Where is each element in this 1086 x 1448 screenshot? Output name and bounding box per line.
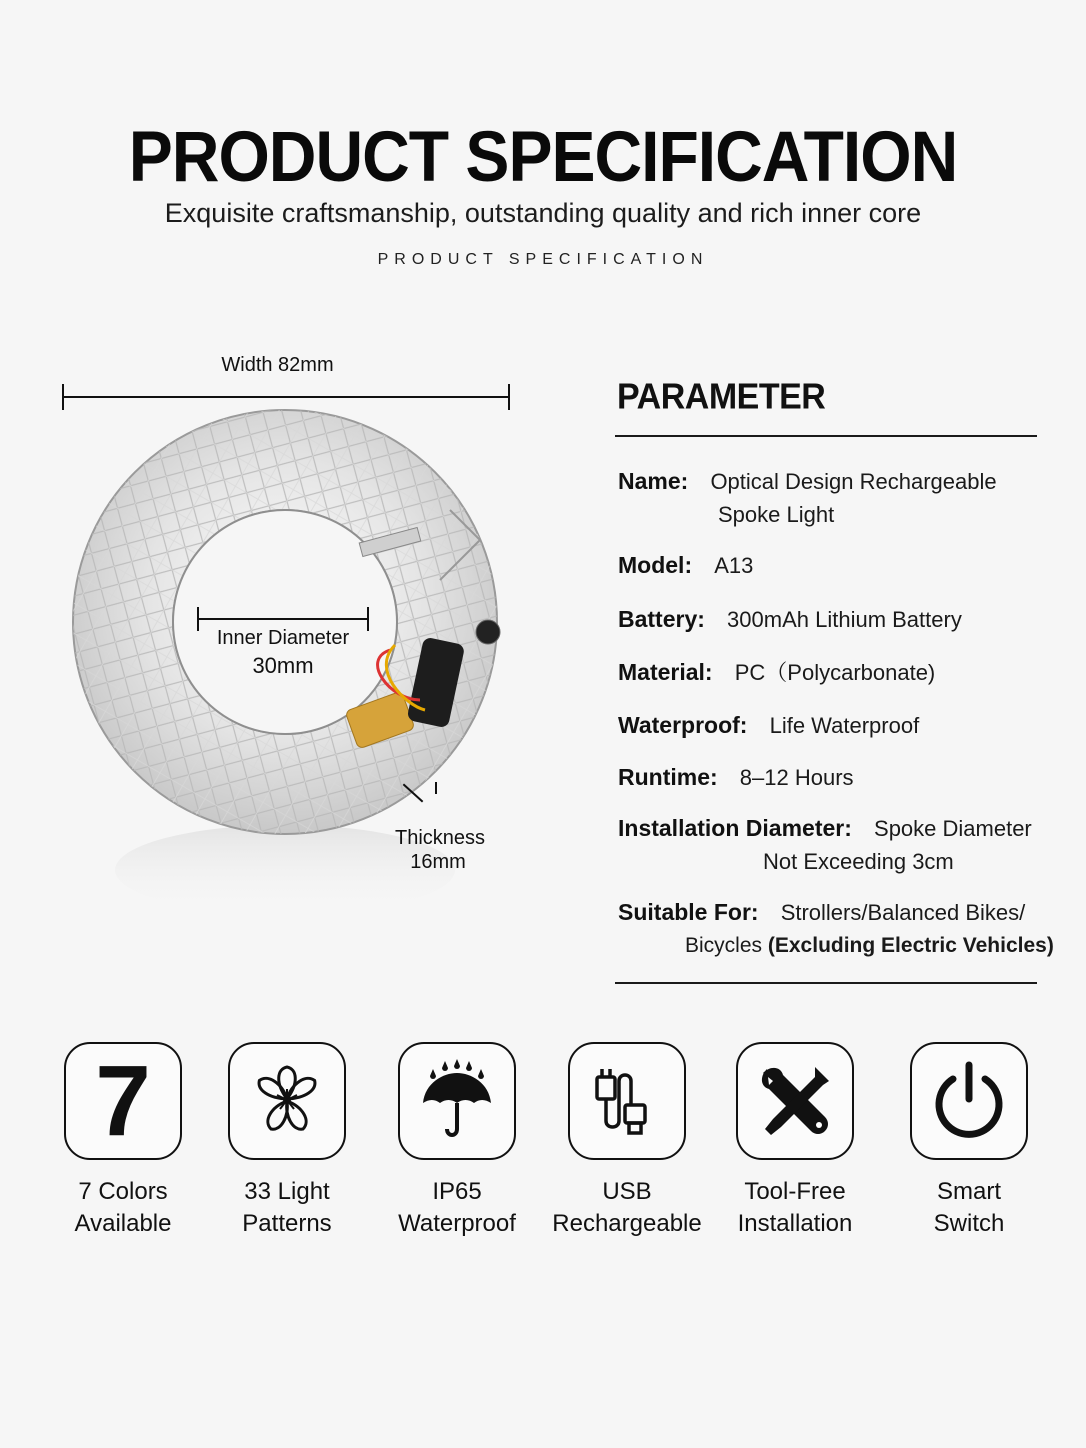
param-value: Spoke Diameter xyxy=(874,816,1032,841)
param-row-suitable xyxy=(618,895,1025,930)
feature-label-line1: USB xyxy=(602,1178,652,1205)
feature-icon-box xyxy=(568,1042,686,1160)
feature-label-line2: Patterns xyxy=(242,1210,332,1237)
width-label: Width 82mm xyxy=(221,354,334,376)
inner-diameter-line xyxy=(198,618,368,620)
page-caption: PRODUCT SPECIFICATION xyxy=(377,251,709,268)
param-row-name xyxy=(618,464,997,499)
feature-light-patterns xyxy=(202,1042,372,1240)
param-value: Optical Design Rechargeable xyxy=(710,469,997,494)
feature-label-line1: IP65 xyxy=(432,1178,482,1205)
param-key: Waterproof: xyxy=(618,712,748,738)
feature-label-line1: Tool-Free xyxy=(744,1178,846,1205)
usb-cable-icon xyxy=(587,1061,667,1141)
tools-icon xyxy=(753,1059,837,1143)
param-key: Installation Diameter: xyxy=(618,815,852,841)
feature-label-line2: Waterproof xyxy=(398,1210,516,1237)
page-subtitle: Exquisite craftsmanship, outstanding quality and rich inner core xyxy=(164,198,922,228)
parameter-heading: PARAMETER xyxy=(617,377,826,417)
power-icon xyxy=(927,1059,1011,1143)
feature-label xyxy=(202,1176,372,1240)
param-row-name-cont xyxy=(718,498,834,532)
feature-icon-box xyxy=(910,1042,1028,1160)
feature-tool-free xyxy=(710,1042,880,1240)
width-line xyxy=(63,396,509,398)
param-row-installation-cont xyxy=(763,845,954,879)
param-key: Battery: xyxy=(618,606,705,632)
feature-label-line2: Installation xyxy=(737,1210,853,1237)
param-value: PC（Polycarbonate) xyxy=(734,660,936,685)
param-value: Bicycles xyxy=(685,934,763,957)
thickness-label: Thickness xyxy=(394,827,486,849)
param-value: A13 xyxy=(714,553,754,578)
feature-usb xyxy=(542,1042,712,1240)
number-7-icon: 7 xyxy=(95,1045,151,1157)
parameter-bottom-rule xyxy=(615,982,1037,984)
feature-label-line2: Available xyxy=(74,1210,172,1237)
page-title: PRODUCT SPECIFICATION xyxy=(128,116,958,196)
param-row-suitable-cont xyxy=(685,929,1054,963)
umbrella-rain-icon xyxy=(415,1059,499,1143)
feature-label xyxy=(542,1176,712,1240)
feature-waterproof xyxy=(372,1042,542,1240)
param-value: (Excluding Electric Vehicles) xyxy=(767,934,1054,957)
param-row-material xyxy=(618,655,935,690)
feature-label-line2: Rechargeable xyxy=(552,1210,702,1237)
feature-icon-box xyxy=(398,1042,516,1160)
param-value: 300mAh Lithium Battery xyxy=(727,607,962,632)
param-value: Strollers/Balanced Bikes/ xyxy=(780,900,1026,925)
feature-smart-switch xyxy=(884,1042,1054,1240)
param-key: Suitable For: xyxy=(618,899,759,925)
feature-icon-box xyxy=(64,1042,182,1160)
param-value: Not Exceeding 3cm xyxy=(763,849,954,874)
feature-label xyxy=(884,1176,1054,1240)
feature-label xyxy=(38,1176,208,1240)
feature-label xyxy=(710,1176,880,1240)
param-key: Model: xyxy=(618,552,693,578)
inner-diameter-label: Inner Diameter xyxy=(216,627,350,649)
param-key: Runtime: xyxy=(618,764,718,790)
param-key: Material: xyxy=(618,659,713,685)
param-row-runtime xyxy=(618,760,854,795)
param-value: Spoke Light xyxy=(718,502,835,527)
feature-label-line1: 7 Colors xyxy=(78,1178,168,1205)
param-row-model xyxy=(618,548,753,583)
thickness-tick xyxy=(435,782,437,794)
inner-diameter-value: 30mm xyxy=(252,653,314,678)
feature-icon-box xyxy=(736,1042,854,1160)
feature-colors xyxy=(38,1042,208,1240)
flower-icon xyxy=(247,1061,327,1141)
feature-label-line1: Smart xyxy=(936,1178,1001,1205)
param-value: Life Waterproof xyxy=(769,713,920,738)
feature-label-line2: Switch xyxy=(933,1210,1005,1237)
param-row-waterproof xyxy=(618,708,919,743)
feature-label-line1: 33 Light xyxy=(244,1178,330,1205)
param-key: Name: xyxy=(618,468,689,494)
param-value: 8–12 Hours xyxy=(739,765,854,790)
parameter-top-rule xyxy=(615,435,1037,437)
param-row-battery xyxy=(618,602,962,637)
thickness-value: 16mm xyxy=(410,851,466,873)
feature-label xyxy=(372,1176,542,1240)
param-row-installation xyxy=(618,811,1032,846)
feature-icon-box xyxy=(228,1042,346,1160)
